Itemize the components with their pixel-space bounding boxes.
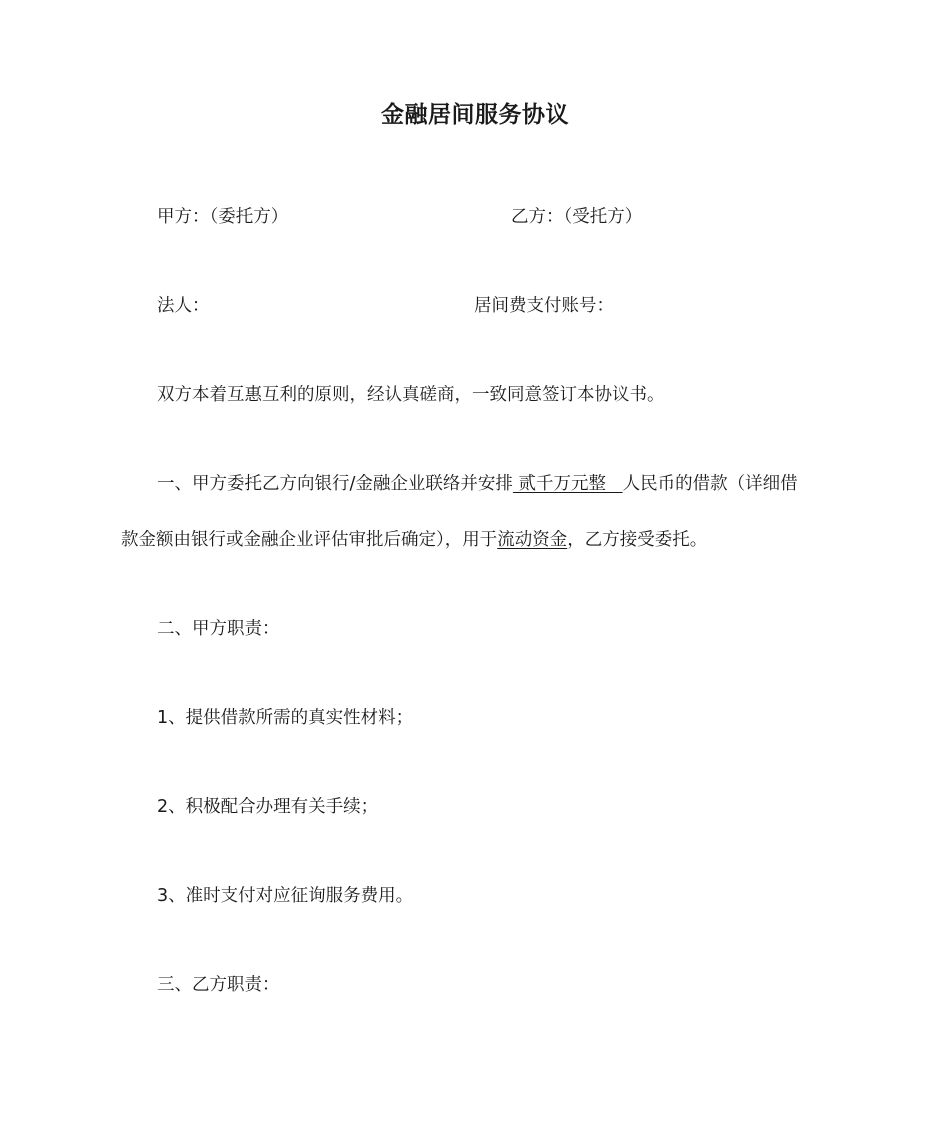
fee-account-label: 居间费支付账号： (474, 296, 614, 316)
clause-1-line-2 (121, 527, 707, 553)
clause-2-item: 2、积极配合办理有关手续； (157, 797, 379, 817)
clause-2-heading: 二、甲方职责： (157, 619, 280, 639)
legal-person-label: 法人： (157, 296, 210, 316)
clause-1-line-1 (157, 471, 798, 497)
loan-purpose-field: 流动资金 (497, 530, 568, 550)
clause-2-item: 1、提供借款所需的真实性材料； (157, 708, 414, 728)
document-title: 金融居间服务协议 (381, 102, 569, 128)
loan-amount-field: 贰千万元整 (512, 474, 623, 494)
clause-1-text-b: 人民币的借款（详细借 (622, 474, 798, 494)
party-b-label: 乙方：（受托方） (511, 207, 643, 227)
clause-2-item: 3、准时支付对应征询服务费用。 (157, 886, 414, 906)
clause-1-text-d: ，乙方接受委托。 (567, 530, 708, 550)
intro-paragraph: 双方本着互惠互利的原则，经认真磋商，一致同意签订本协议书。 (157, 385, 665, 405)
clause-3-heading: 三、乙方职责： (157, 975, 280, 995)
clause-1-text-a: 一、甲方委托乙方向银行/金融企业联络并安排 (157, 474, 513, 494)
clause-1-text-c: 款金额由银行或金融企业评估审批后确定），用于 (121, 530, 498, 550)
party-a-label: 甲方：（委托方） (157, 207, 289, 227)
